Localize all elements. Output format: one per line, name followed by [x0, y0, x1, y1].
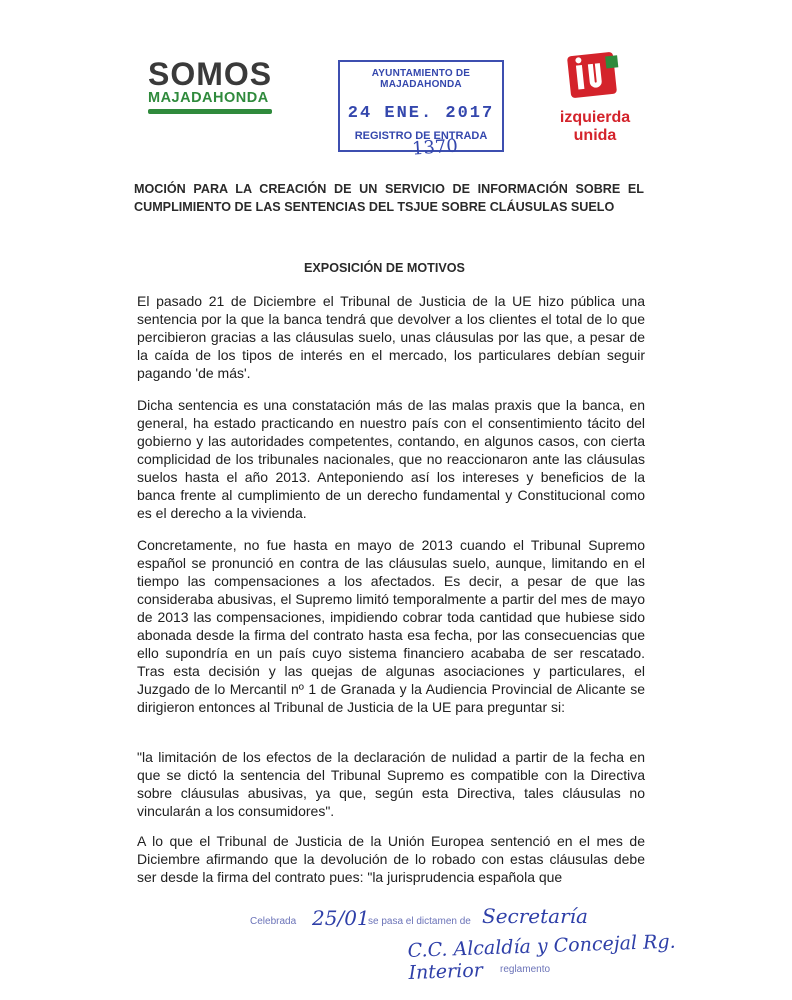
footer-printed-label: se pasa el dictamen de [368, 916, 471, 927]
stamp-registry-label: REGISTRO DE ENTRADA [354, 130, 488, 142]
footer-printed-label: Celebrada [250, 916, 297, 927]
somos-logo-text: SOMOS [148, 56, 273, 92]
somos-majadahonda-logo [148, 58, 278, 114]
somos-logo-wordmark [148, 58, 278, 90]
somos-logo-underline [148, 109, 272, 114]
footer-hand-date: 25/01 [312, 906, 370, 930]
iu-emblem-icon [567, 50, 623, 100]
footer-hand-commission: C.C. Alcaldía y Concejal Rg. Interior [407, 930, 676, 984]
registry-stamp [338, 60, 504, 160]
stamp-entry-number: 1370 [411, 135, 459, 160]
stamp-office: AYUNTAMIENTO DE MAJADAHONDA [371, 68, 471, 90]
paragraph: El pasado 21 de Diciembre el Tribunal de Justicia de la UE hizo pública una sentencia por la que la banca tendrá que devolver a los clientes el total de lo que percibieron gracias a las cláusulas suelo, unas cláusulas por las que, a pesar de la caída de los tipos de interés en el mercado, los particulares debían seguir pagando 'de más'. [137, 293, 645, 381]
section-heading: EXPOSICIÓN DE MOTIVOS [304, 261, 465, 275]
stamp-date: 24 ENE. 2017 [347, 104, 495, 123]
iu-logo-text: izquierda unida [559, 109, 631, 144]
handwritten-annotation [250, 904, 750, 994]
paragraph: A lo que el Tribunal de Justicia de la Unión Europea sentenció en el mes de Diciembre afirmando que la devolución de lo robado con estas cláusulas debe ser desde la firma del contrato pues: "la jurisprudencia española que [137, 833, 645, 885]
paragraph: Concretamente, no fue hasta en mayo de 2013 cuando el Tribunal Supremo español se pronunció en contra de las cláusulas suelo, aunque, limitando en el tiempo las compensaciones a los afectados. Es decir, a pesar de que las consideraba abusivas, el Supremo limitó temporalmente a partir del mes de mayo de 2013 las compensaciones, impidiendo cobrar toda cantidad que hubiese sido abonada desde la firma del contrato hasta esa fecha, por las consecuencias que ello supondría en un país cuyo sistema financiero acababa de ser rescatado. Tras esta decisión y las quejas de algunas asociaciones y particulares, el Juzgado de lo Mercantil nº 1 de Granada y la Audiencia Provincial de Alicante se dirigieron entonces al Tribunal de Justicia de la UE para preguntar si: [137, 537, 645, 715]
izquierda-unida-logo [545, 50, 645, 145]
footer-hand-destination: Secretaría [482, 904, 588, 928]
paragraph: Dicha sentencia es una constatación más de las malas praxis que la banca, en general, ha estado practicando en nuestro país con el consentimiento tácito del gobierno y las autoridades competentes, contando, en algunos casos, con cierta complicidad de los tribunales nacionales, que no reaccionaron ante las cláusulas suelos hasta el año 2013. Anteponiendo así los intereses y beneficios de la banca frente al cumplimiento de un derecho fundamental y Constitucional como es el derecho a la vivienda. [137, 397, 645, 521]
footer-printed-label: reglamento [500, 964, 551, 975]
document-title: MOCIÓN PARA LA CREACIÓN DE UN SERVICIO DE INFORMACIÓN SOBRE EL CUMPLIMIENTO DE LAS SENTENCIAS DEL TSJUE SOBRE CLÁUSULAS SUELO [134, 182, 644, 214]
somos-logo-subtitle: MAJADAHONDA [148, 90, 269, 106]
quoted-paragraph: "la limitación de los efectos de la declaración de nulidad a partir de la fecha en que se dictó la sentencia del Tribunal Supremo es compatible con la Directiva sobre cláusulas abusivas, ya que, según esta Directiva, tales cláusulas no vincularán a los consumidores". [137, 749, 645, 819]
